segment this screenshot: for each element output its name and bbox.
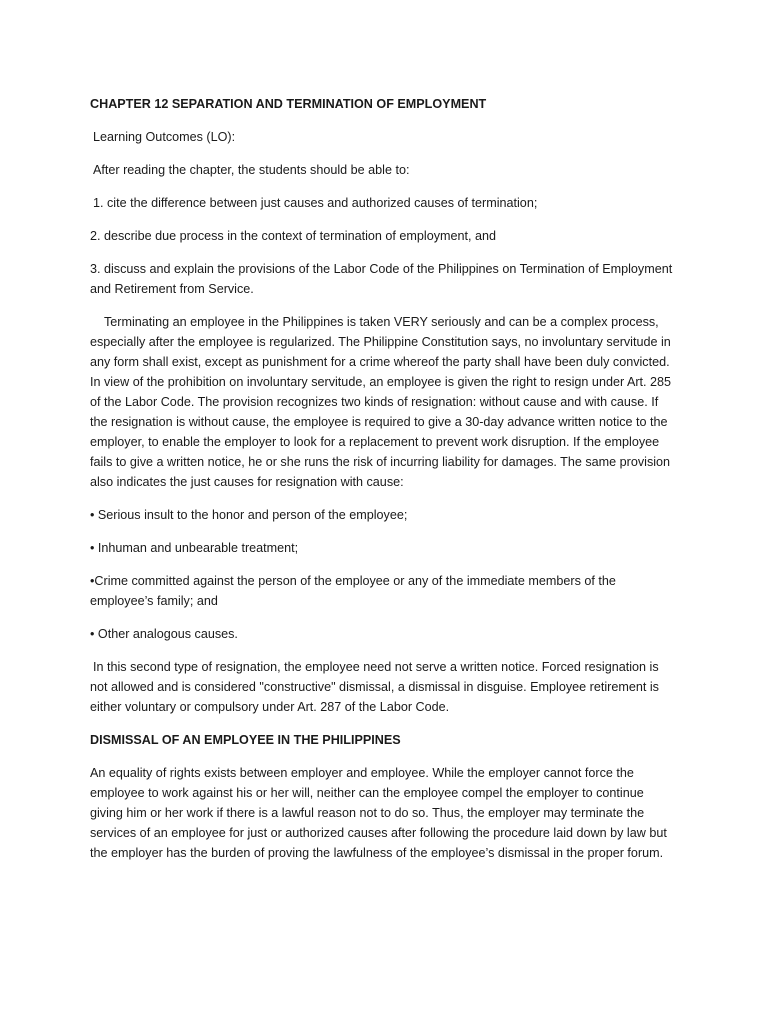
bullet-item: •Crime committed against the person of the employee or any of the immediate members of the employee’s family; and — [90, 574, 616, 608]
chapter-title: CHAPTER 12 SEPARATION AND TERMINATION OF EMPLOYMENT — [90, 97, 487, 111]
document-page — [90, 94, 678, 876]
bullet-item: • Serious insult to the honor and person of the employee; — [90, 508, 408, 522]
outcome-item: 3. discuss and explain the provisions of the Labor Code of the Philippines on Termination of Employment and Retirement from Service. — [90, 262, 673, 296]
outcome-item: 2. describe due process in the context of termination of employment, and — [90, 229, 497, 243]
body-paragraph: Terminating an employee in the Philippines is taken VERY seriously and can be a complex process, especially after the employee is regularized. The Philippine Constitution says, no involuntary servitude in any form shall exist, except as punishment for a crime whereof the party shall have been duly convicted. In view of the prohibition on involuntary servitude, an employee is given the right to resign under Art. 285 of the Labor Code. The provision recognizes two kinds of resignation: without cause and with cause. If the resignation is without cause, the employee is required to give a 30-day advance written notice to the employer, to enable the employer to look for a replacement to prevent work disruption. If the employee fails to give a written notice, he or she runs the risk of incurring liability for damages. The same provision also indicates the just causes for resignation with cause: — [90, 315, 672, 489]
outcomes-intro: After reading the chapter, the students should be able to: — [93, 163, 410, 177]
body-paragraph: In this second type of resignation, the employee need not serve a written notice. Forced resignation is not allowed and is considered "constructive" dismissal, a dismissal in disguise. Employee retirement is either voluntary or compulsory under Art. 287 of the Labor Code. — [90, 660, 659, 714]
learning-outcomes-label: Learning Outcomes (LO): — [93, 130, 236, 144]
bullet-item: • Inhuman and unbearable treatment; — [90, 541, 299, 555]
body-paragraph: An equality of rights exists between employer and employee. While the employer cannot force the employee to work against his or her will, neither can the employee compel the employer to continue giving him or her work if there is a lawful reason not to do so. Thus, the employer may terminate the services of an employee for just or authorized causes after following the procedure laid down by law but the employer has the burden of proving the lawfulness of the employee’s dismissal in the proper forum. — [90, 766, 667, 860]
section-heading: DISMISSAL OF AN EMPLOYEE IN THE PHILIPPINES — [90, 733, 401, 747]
bullet-item: • Other analogous causes. — [90, 627, 238, 641]
outcome-item: 1. cite the difference between just causes and authorized causes of termination; — [93, 196, 538, 210]
